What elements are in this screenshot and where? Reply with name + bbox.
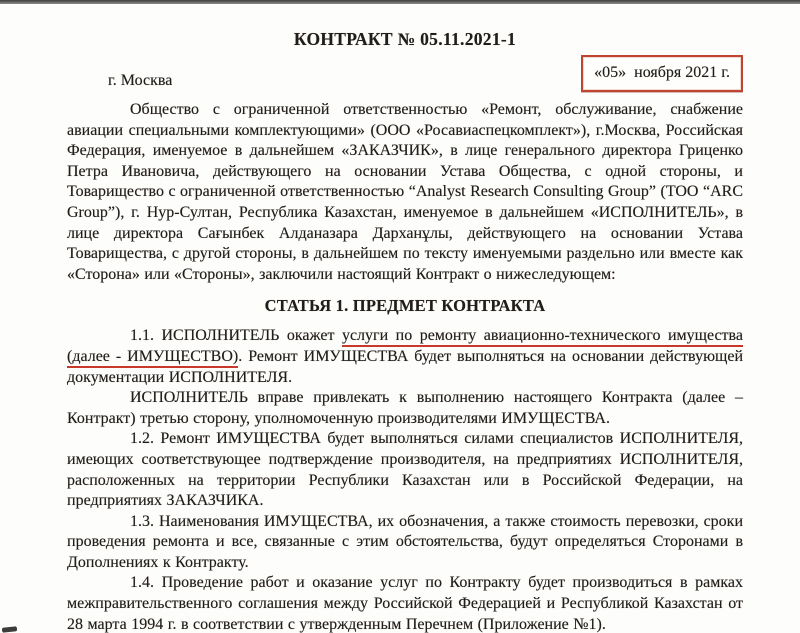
clause-1-1-red-underlined-text: услуги по ремонту авиационно-технического имущества (далее - ИМУЩЕСТВО)	[67, 327, 743, 368]
clause-1-1-second-paragraph: ИСПОЛНИТЕЛЬ вправе привлекать к выполнению настоящего Контракта (далее – Контракт) третью сторону, уполномоченную производителями ИМУЩЕСТВА.	[67, 389, 743, 427]
contract-date: «05» ноября 2021 г.	[594, 64, 730, 81]
contract-preamble: Общество с ограниченной ответственностью «Ремонт, обслуживание, снабжение авиации специальными комплектующими» (ООО «Росавиаспецкомплект»), г.Москва, Российская Федерация, именуемое в дальнейшем «ЗАКАЗЧИК», в лице генерального директора Гриценко Петра Ивановича, действующего на основании Устава Общества, с одной стороны, и Товарищество с ограниченной ответственностью “Analyst Research Consulting Group” (ТОО “ARC Group”), г. Нур-Султан, Республика Казахстан, именуемое в дальнейшем «ИСПОЛНИТЕЛЬ», в лице директора Сағынбек Алданазара Дарханұлы, действующего на основании Устава Товарищества, с другой стороны, в дальнейшем по тексту именуемыми раздельно или вместе как «Сторона» или «Стороны», заключили настоящий Контракт о нижеследующем:	[67, 101, 743, 283]
scan-artifact-bottom-left	[2, 626, 17, 633]
clause-1-1-suffix: . Ремонт ИМУЩЕСТВА будет выполняться на основании действующей документации ИСПОЛНИТЕЛЯ.	[67, 347, 744, 386]
contract-date-annotation-box	[581, 55, 743, 92]
city-date-row	[67, 55, 743, 92]
contract-city: г. Москва	[108, 71, 173, 89]
clause-1-2: 1.2. Ремонт ИМУЩЕСТВА будет выполняться силами специалистов ИСПОЛНИТЕЛЯ, имеющих соответствующее подтверждение производителя, на предприятиях ИСПОЛНИТЕЛЯ, расположенных на территории Республики Казахстан или в Российской Федерации, на предприятиях ЗАКАЗЧИКА.	[67, 430, 743, 510]
scan-artifact-top-strip	[0, 0, 800, 4]
contract-title: КОНТРАКТ № 05.11.2021-1	[293, 29, 517, 49]
clause-1-3: 1.3. Наименования ИМУЩЕСТВА, их обозначения, а также стоимость перевозки, сроки проведения ремонта и все, связанные с этим обстоятельства, будут определяться Сторонами в Дополнениях к Контракту.	[67, 512, 743, 571]
article-1-heading: СТАТЬЯ 1. ПРЕДМЕТ КОНТРАКТА	[264, 296, 546, 316]
clause-1-1	[67, 326, 743, 388]
clause-1-4: 1.4. Проведение работ и оказание услуг по Контракту будет производиться в рамках межправительственного соглашения между Российской Федерацией и Республикой Казахстан от 28 марта 1994 г. в соответствии с утвержденным Перечнем (Приложение №1).	[67, 574, 743, 633]
clause-1-1-prefix: 1.1. ИСПОЛНИТЕЛЬ окажет	[130, 327, 342, 345]
